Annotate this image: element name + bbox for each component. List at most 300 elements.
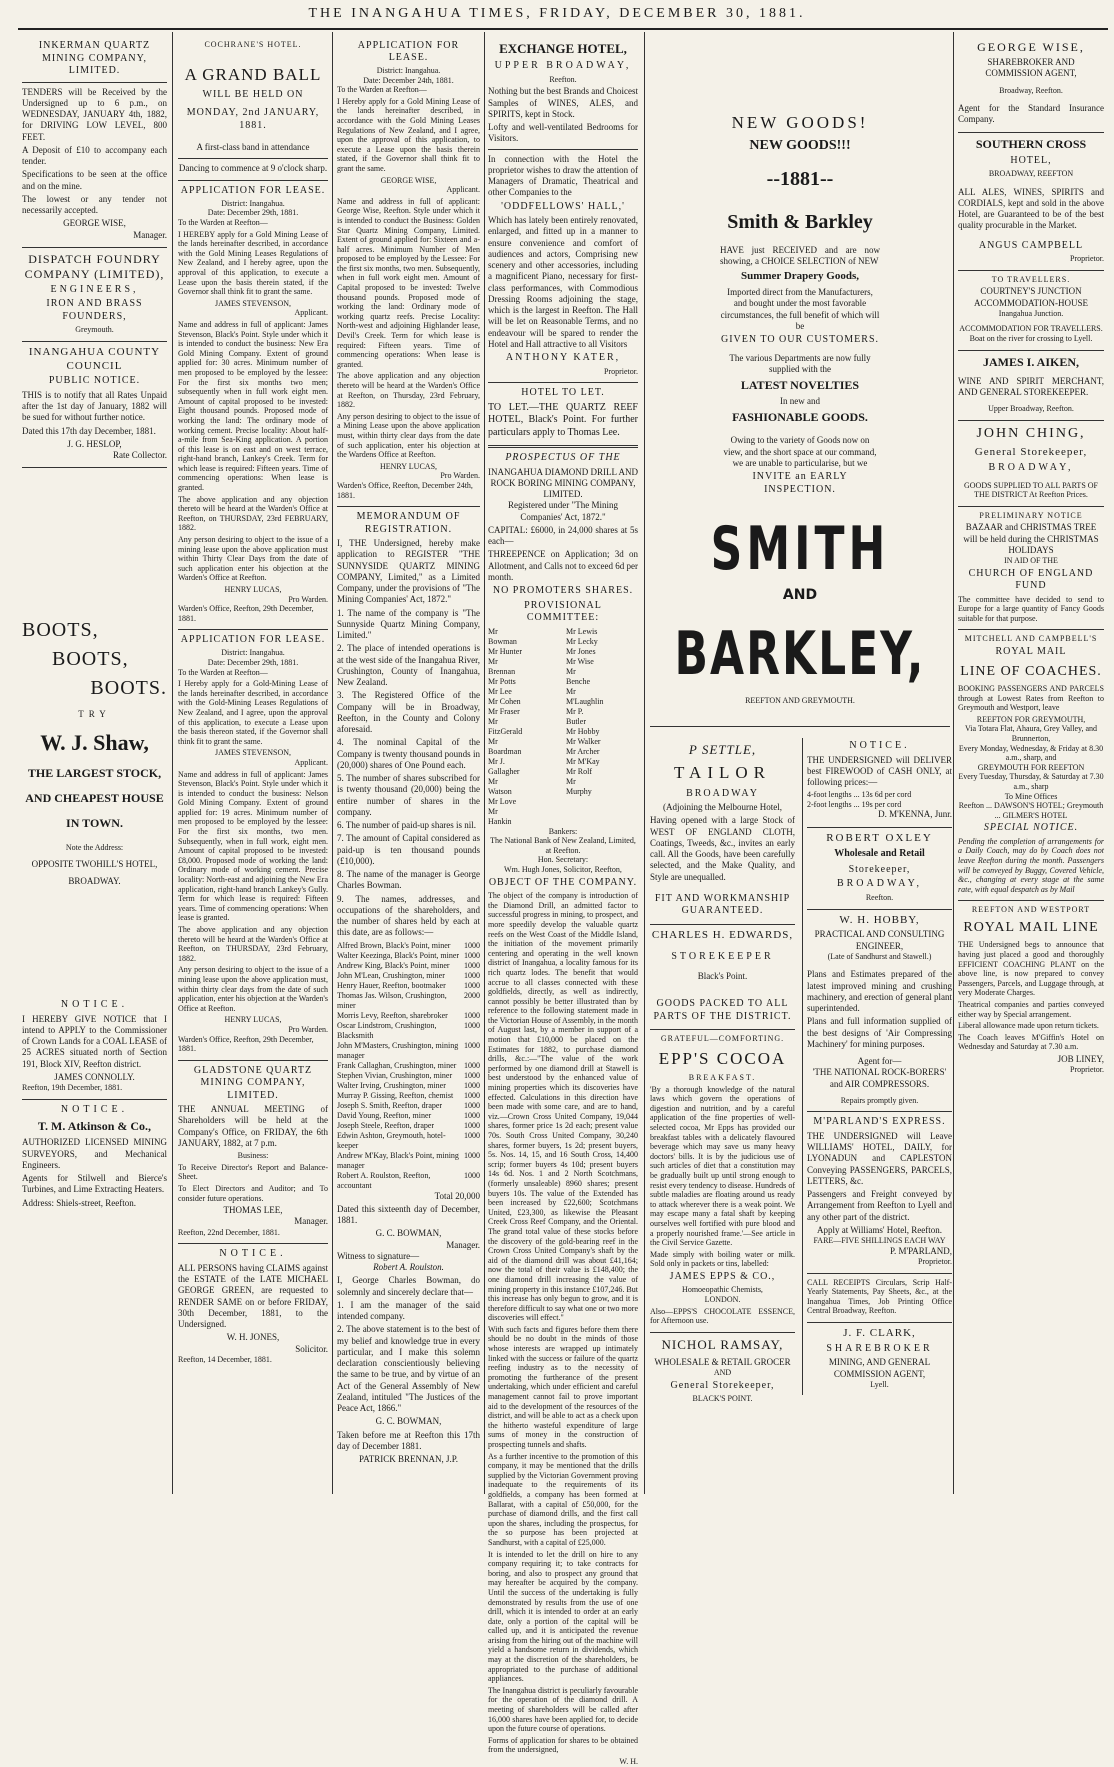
ad-role: SHAREBROKER bbox=[826, 1342, 933, 1354]
ad-name: W. J. Shaw, bbox=[40, 729, 149, 755]
ad-body: HAVE just RECEIVED and are now showing, a CHOICE SELECTION of NEW bbox=[720, 244, 880, 266]
committee-member: Mr Walker bbox=[566, 736, 601, 746]
memo-clause: 7. The amount of Capital considered as paid-up is ten thousand pounds (£10,000). bbox=[337, 833, 480, 866]
ad-title: M'PARLAND'S EXPRESS. bbox=[813, 1116, 946, 1128]
divider bbox=[958, 420, 1104, 421]
ad-role: Storekeeper, bbox=[848, 863, 911, 875]
ad-summer: Summer Drapery Goods, bbox=[740, 270, 860, 283]
ad-place: Black's Point. bbox=[697, 971, 748, 981]
shareholder-row bbox=[337, 971, 480, 981]
shareholder-row bbox=[337, 1131, 480, 1151]
ad-headline: BOOTS, bbox=[52, 648, 129, 671]
ad-title: A GRAND BALL bbox=[184, 64, 322, 84]
ad-body: I HEREBY apply for a Gold Mining Lease of the lands hereinafter described, in accordance with the Gold Mining Leases Regulations of New Zealand, and I hereby agree, upon the approval of this application, to execute a Lease upon the basis therein stated, if the Governor shall think fit to grant the same. bbox=[178, 229, 328, 297]
ad-line: IRON AND BRASS FOUNDERS, bbox=[46, 298, 143, 322]
committee-member: Mr Brennan bbox=[488, 656, 516, 676]
shareholder-shares: 1000 bbox=[464, 1110, 480, 1120]
signer: W. H. bbox=[619, 1757, 638, 1766]
signer-role: Applicant. bbox=[446, 185, 480, 195]
signer: P. M'PARLAND, bbox=[889, 1245, 952, 1256]
ad-fashion: FASHIONABLE GOODS. bbox=[732, 410, 868, 425]
ad-note: Note the Address: bbox=[65, 843, 124, 853]
memo-intro: I, THE Undersigned, hereby make application to REGISTER "THE SUNNYSIDE QUARTZ MINING COMPANY, Limited," as a Limited Company, under the provisions of "The Mining Companies' Act, 1872." bbox=[337, 538, 480, 605]
shareholder-shares: 1000 bbox=[464, 1040, 480, 1050]
ad-body: THE ANNUAL MEETING of Shareholders will be held at the Company's Office, on FRIDAY, the 6th JANUARY, 1882, at 7 p.m. bbox=[178, 1104, 328, 1148]
committee-member: Mr Bowman bbox=[488, 626, 517, 646]
shareholder-row bbox=[337, 1111, 480, 1121]
ad-text: Homoeopathic Chemists, bbox=[682, 1285, 763, 1295]
committee-member: Mr Fraser bbox=[488, 706, 520, 716]
hobby-engineer-ad bbox=[807, 914, 952, 1106]
committee-member: Mr Boardman bbox=[488, 736, 522, 756]
ad-title: NOTICE. bbox=[849, 740, 910, 751]
coal-lease-notice bbox=[22, 999, 167, 1093]
ad-title: APPLICATION FOR LEASE. bbox=[180, 184, 326, 196]
ad-date: Date: December 29th, 1881. bbox=[207, 208, 299, 218]
shareholder-shares: 1000 bbox=[464, 1150, 480, 1160]
bankers-label: Bankers: bbox=[548, 826, 578, 836]
memo-clause: 3. The Registered Office of the Company will be in Broadway, Reefton, in the County and Colony aforesaid. bbox=[337, 690, 480, 735]
john-ching-ad bbox=[958, 425, 1104, 500]
divider bbox=[807, 1111, 952, 1112]
ad-text: Plans and Estimates prepared of the latest improved mining and crushing machinery, and erection of general plant superintended. bbox=[807, 969, 952, 1014]
ad-agent: Agent for— bbox=[857, 1056, 902, 1067]
object-text: It is intended to let the drill on hire to any company requiring it; to take contracts for boring, and also to prospect any ground that may hereafter be acquired by the company. Until the success of the undertaking is fully demonstrated by results from the use of one drill, which it is intended to order at an early date, only a portion of the capital will be called up, and it is anticipated the revenue arising from the hiring out of the machine will yield a handsome return in dividends, which may at the discretion of the shareholders, be appropriated to the purchase of additional appliances. bbox=[488, 1549, 638, 1684]
committee-heading: PROVISIONAL COMMITTEE: bbox=[524, 599, 602, 624]
ad-title: NOTICE. bbox=[60, 999, 129, 1011]
ad-address: Address: Shiels-street, Reefton. bbox=[22, 1197, 136, 1208]
ad-text: LONDON. bbox=[704, 1295, 741, 1305]
column-divider bbox=[172, 32, 173, 1494]
oxley-ad bbox=[807, 832, 952, 903]
committee-member: Mr Potts bbox=[488, 676, 516, 686]
column-3 bbox=[337, 38, 480, 1493]
signer: GEORGE WISE, bbox=[63, 218, 126, 229]
ad-office: Warden's Office, Reefton, December 24th, 1881. bbox=[337, 480, 473, 500]
ad-body: MINING, AND GENERAL COMMISSION AGENT, bbox=[828, 1357, 931, 1379]
shareholder-shares: 1000 bbox=[464, 950, 480, 960]
divider bbox=[178, 158, 328, 159]
column-divider bbox=[332, 32, 333, 1494]
shareholder-shares: 1000 bbox=[464, 1070, 480, 1080]
ad-text: Agent for the Standard Insurance Company. bbox=[958, 103, 1104, 125]
signer-role: Proprietor. bbox=[604, 366, 638, 376]
ad-title: TAILOR bbox=[674, 763, 771, 783]
committee-member: Mr Lee bbox=[488, 686, 512, 696]
ad-name: ROBERT OXLEY bbox=[826, 831, 933, 844]
shareholder-row bbox=[337, 1061, 480, 1071]
lower-left bbox=[650, 738, 795, 1410]
ad-street: BROADWAY, bbox=[836, 878, 923, 890]
warden-role: Pro Warden. bbox=[440, 471, 480, 481]
ad-pending: Pending the completion of arrangements for a Daily Coach, may do by Coach does not leave Reefton during the month. Passengers will be conveyed by Buggy, Covered Vehicle, &c., changing at every stage at the same rate, with equal despatch as by Mail bbox=[958, 836, 1104, 894]
shareholder-name: Stephen Vivian, Crushington, miner bbox=[337, 1070, 453, 1080]
divider bbox=[178, 629, 328, 630]
ad-body: PRACTICAL AND CONSULTING ENGINEER, bbox=[814, 929, 945, 951]
ad-dated: Dated this 17th day December, 1881. bbox=[22, 425, 156, 436]
ad-address: OPPOSITE TWOHILL'S HOTEL, bbox=[31, 858, 158, 869]
divider bbox=[807, 1322, 952, 1323]
committee-member: Mr FitzGerald bbox=[488, 716, 523, 736]
ad-place: Greymouth. bbox=[75, 325, 114, 335]
memo-declare: I, George Charles Bowman, do solemnly and sincerely declare that— bbox=[337, 1275, 480, 1297]
object-text: As a further incentive to the promotion of this company, it may be mentioned that the drills supplied by the Victorian Government proving inadequate to the requirements of its goldfields, a company has been formed at Ballarat, with a capital of £50,000, for the purchase of diamond drills, and the first call upon the shares, including the prospectus, for the so purpose has been projected at Sandhurst, with a capital of £25,000. bbox=[488, 1451, 638, 1547]
aiken-ad bbox=[958, 355, 1104, 414]
registration: Registered under "The Mining Companies' Act, 1872." bbox=[508, 500, 618, 522]
memo-clause: 1. I am the manager of the said intended company. bbox=[337, 1299, 480, 1322]
ad-given: GIVEN TO OUR CUSTOMERS. bbox=[720, 334, 880, 345]
ad-body: BOOKING PASSENGERS AND PARCELS through at Lowest Rates from Reefton to Greymouth and Westport, leave bbox=[958, 684, 1104, 713]
ad-text: Made simply with boiling water or milk. Sold only in packets or tins, labelled: bbox=[650, 1249, 795, 1269]
ad-places: REEFTON AND GREYMOUTH. bbox=[745, 695, 855, 705]
column-6 bbox=[958, 38, 1104, 1493]
shareholder-shares: 1000 bbox=[464, 1120, 480, 1130]
ad-body: ALL ALES, WINES, SPIRITS and CORDIALS, kept and sold in the above Hotel, are Guaranteed to be of the best quality procurable in the Market. bbox=[958, 186, 1104, 231]
ad-route: GREYMOUTH FOR REEFTON bbox=[977, 762, 1085, 772]
divider bbox=[488, 382, 638, 383]
divider bbox=[958, 506, 1104, 507]
shareholder-shares: 1000 bbox=[464, 960, 480, 970]
signer: GEORGE WISE, bbox=[380, 175, 437, 185]
lease-application bbox=[178, 185, 328, 624]
ad-mines: To Mine Offices bbox=[1004, 791, 1058, 801]
divider bbox=[958, 350, 1104, 351]
shareholder-name: Alfred Brown, Black's Point, miner bbox=[337, 940, 451, 950]
signer: ANGUS CAMPBELL bbox=[978, 239, 1084, 251]
shareholder-shares: 1000 bbox=[464, 1090, 480, 1100]
price-row: 4-foot lengths ... 13s 6d per cord bbox=[807, 790, 912, 800]
ad-district: District: Inangahua. bbox=[221, 648, 285, 658]
shareholder-row bbox=[337, 1011, 480, 1021]
ad-item: To Elect Directors and Auditor; and To consider future operations. bbox=[178, 1184, 328, 1203]
bank-name: The National Bank of New Zealand, Limited, at Reefton. bbox=[490, 836, 636, 855]
ad-title: SOUTHERN CROSS bbox=[975, 136, 1087, 151]
committee-right bbox=[566, 627, 638, 827]
memo-clause: 2. The place of intended operations is at the west side of the Inangahua River, Crushington, County of Inangahua, New Zealand. bbox=[337, 643, 480, 688]
top-rule bbox=[18, 28, 1108, 30]
ad-maker: JAMES EPPS & CO., bbox=[669, 1270, 776, 1282]
ad-top: GRATEFUL—COMFORTING. bbox=[660, 1034, 785, 1044]
committee-member: Mr P. Butler bbox=[566, 706, 586, 726]
divider bbox=[22, 467, 167, 468]
shareholder-name: Andrew King, Black's Point, miner bbox=[337, 960, 450, 970]
ad-big-name: SMITH bbox=[710, 515, 890, 584]
ad-body: THIS is to notify that all Rates Unpaid after the 1st day of January, 1882 will be sued for without further notice. bbox=[22, 389, 167, 423]
ad-hotel: COCHRANE'S HOTEL. bbox=[204, 40, 302, 49]
ad-body: COURTNEY'S JUNCTION ACCOMMODATION-HOUSE bbox=[973, 286, 1088, 308]
shareholder-row bbox=[337, 1081, 480, 1091]
ad-body: I HEREBY GIVE NOTICE that I intend to APPLY to the Commissioner of Crown Lands for a COAL LEASE of 25 ACRES situated north of Section 191, Block XIV, Reefton district. bbox=[22, 1013, 167, 1069]
divider bbox=[488, 149, 638, 150]
ad-title: APPLICATION FOR LEASE. bbox=[357, 40, 460, 63]
ad-agents: Reefton ... DAWSON'S HOTEL; Greymouth ... GILMER'S HOTEL bbox=[958, 801, 1104, 820]
shareholder-shares: 1000 bbox=[464, 1080, 480, 1090]
ad-line: WILL BE HELD ON bbox=[202, 88, 304, 100]
lease-application bbox=[178, 634, 328, 1053]
ad-latest: LATEST NOVELTIES bbox=[740, 378, 860, 392]
shareholder-name: Oscar Lindstrom, Crushington, Blacksmith bbox=[337, 1020, 437, 1040]
ad-text: Apply at Williams' Hotel, Reefton. bbox=[816, 1224, 943, 1235]
mitchell-coaches-ad bbox=[958, 634, 1104, 894]
ad-details: Name and address in full of applicant: James Stevenson, Black's Point. Style under which it is intended to conduct the business: New Era Gold Mining Company. Extent of ground applied for: 30 acres. Minimum number of men proposed to be employed by the lessee: For the first six months two men; subsequently when in full work eight men. Amount of capital proposed to be invested: Eight thousand pounds. Proposed mode of working the land: The ordinary mode of working cement. Precise locality: About half-a-mile from Sea-King application. A portion of this lease is on east and on west terrace, right-hand branch, Lankey's Creek. Term for which lease is required: Fifteen years. Time of commencing operations: When lease is granted. bbox=[178, 319, 328, 493]
firewood-notice bbox=[807, 740, 952, 821]
ad-line: AND CHEAPEST HOUSE bbox=[25, 791, 164, 806]
ad-text: Also—EPPS'S CHOCOLATE ESSENCE, for Afternoon use. bbox=[650, 1306, 795, 1326]
signer: THOMAS LEE, bbox=[223, 1205, 283, 1216]
ad-line: ENGINEERS, bbox=[50, 283, 139, 295]
epps-cocoa-ad bbox=[650, 1034, 795, 1326]
memo-clause: 9. The names, addresses, and occupations of the shareholders, and the number of shares held by each at this date, are as follows:— bbox=[337, 893, 480, 938]
committee-member: Mr Archer bbox=[566, 746, 600, 756]
committee-member: Mr Murphy bbox=[566, 776, 592, 796]
ad-body: Having opened with a large Stock of WEST OF ENGLAND CLOTH, Coatings, Tweeds, &c., invites an early call. All the Goods, have been carefully selected, and the Make Quality, and Style are unequalled. bbox=[650, 815, 795, 882]
ad-text: Lofty and well-ventilated Bedrooms for Visitors. bbox=[488, 122, 638, 144]
divider bbox=[807, 827, 952, 828]
ad-district: District: Inangahua. bbox=[376, 66, 441, 75]
ad-office: Warden's Office, Reefton, 29th December, 1881. bbox=[178, 604, 314, 623]
ad-name: J. F. CLARK, bbox=[843, 1327, 916, 1340]
ad-text: IN AID OF THE bbox=[1004, 556, 1058, 566]
ad-church: CHURCH OF ENGLAND FUND bbox=[968, 567, 1094, 592]
ad-name: T. M. Atkinson & Co., bbox=[37, 1119, 152, 1134]
ad-to: To the Warden at Reefton— bbox=[337, 85, 427, 95]
ramsay-ad bbox=[650, 1337, 795, 1404]
payment-terms: THREEPENCE on Application; 3d on Allotment, and Calls not to exceed 6d per month. bbox=[488, 549, 638, 582]
ad-body: SHAREBROKER AND COMMISSION AGENT, bbox=[985, 57, 1077, 79]
shareholder-shares: 1000 bbox=[464, 1130, 480, 1140]
shareholder-shares: 1000 bbox=[464, 1060, 480, 1070]
ad-subtitle: UPPER BROADWAY, bbox=[494, 60, 632, 72]
ad-role: Wholesale and Retail bbox=[834, 848, 925, 860]
ad-text: The Coach leaves M'Giffin's Hotel on Wednesday and Saturday at 7.30 a.m. bbox=[958, 1032, 1104, 1052]
southern-cross-ad bbox=[958, 137, 1104, 264]
memo-clause: 8. The name of the manager is George Charles Bowman. bbox=[337, 869, 480, 891]
smith-barkley-ad bbox=[650, 38, 950, 738]
george-wise-ad bbox=[958, 40, 1104, 126]
ad-place: BLACK'S POINT. bbox=[692, 1394, 753, 1404]
ad-name: JAMES I. AIKEN, bbox=[982, 354, 1080, 369]
ad-details: Name and address in full of applicant: James Stevenson, Black's Point. Style under which it is intended to conduct the business: Nelson Gold Mining Company. Extent of ground applied for: 19 acres. Minimum number of men proposed to be employed by the lessee: For the first six months, two men. Subsequently, when in full work, eight men. Amount of capital proposed to be invested: £8,000. Proposed mode of working the land: Ordinary mode of working cement. Precise locality: North-east and adjoining the New Era application, right-hand branch Lankey's Gully. Term for which lease is required: Fifteen years. Time of commencing operations: When lease is granted. bbox=[178, 769, 328, 923]
divider bbox=[958, 270, 1104, 271]
signer: D. M'KENNA, Junr. bbox=[878, 809, 952, 820]
ad-place: Broadway, Reefton. bbox=[999, 85, 1063, 95]
ad-name: JOHN CHING, bbox=[976, 425, 1086, 441]
ad-objection: Any person desiring to object to the issue of a Mining Lease upon the above application must, within thirty clear days from the date of such application, enter his objection at the Wardens Office at Reefton. bbox=[337, 411, 480, 460]
witness-name: Robert A. Roulston. bbox=[373, 1262, 444, 1273]
ad-title: LINE OF COACHES. bbox=[960, 663, 1102, 679]
ad-street: BROADWAY bbox=[686, 787, 759, 799]
lower-ads bbox=[650, 738, 950, 1508]
signer-role: Applicant. bbox=[294, 308, 328, 318]
ad-text: Theatrical companies and parties conveyed either way by Special arrangement. bbox=[958, 1000, 1104, 1019]
ad-and: AND bbox=[782, 587, 818, 603]
ad-text: A first-class band in attendance bbox=[196, 142, 310, 153]
shareholder-shares: 2000 bbox=[464, 990, 480, 1000]
ad-year: --1881-- bbox=[766, 167, 834, 190]
westport-mail-ad bbox=[958, 905, 1104, 1074]
ad-text: Repairs promptly given. bbox=[840, 1095, 919, 1105]
ad-place: Inangahua Junction. bbox=[998, 308, 1064, 318]
ad-role: STOREKEEPER bbox=[671, 950, 774, 962]
signer: JAMES CONNOLLY. bbox=[54, 1071, 135, 1082]
ad-title: PRELIMINARY NOTICE bbox=[979, 510, 1083, 520]
ad-copy bbox=[650, 245, 950, 496]
ad-goods: GOODS SUPPLIED TO ALL PARTS OF THE DISTRICT At Reefton Prices. bbox=[964, 480, 1098, 500]
shareholder-name: Walter Keezinga, Black's Point, miner bbox=[337, 950, 460, 960]
divider bbox=[650, 1029, 795, 1030]
ad-firm: Smith & Barkley bbox=[727, 210, 873, 233]
shareholder-name: Morris Levy, Reefton, sharebroker bbox=[337, 1010, 448, 1020]
memo-clause: 2. The above statement is to the best of my belief and knowledge true in every particular, and I make this solemn declaration conscientiously believing the same to be true, and by virtue of an Act of the General Assembly of New Zealand, intituled "The Justices of the Peace Act, 1866." bbox=[337, 1324, 480, 1414]
signer: J. G. HESLOP, bbox=[67, 438, 122, 449]
committee-member: Mr Cohen bbox=[488, 696, 521, 706]
ad-objection: Any person desiring to object to the issue of a mining lease upon the above application must within Thirty Clear Days from the date of such application enter his objection at the Warden's Office at Reefton. bbox=[178, 535, 328, 583]
ad-body: TENDERS will be Received by the Undersigned up to 6 p.m., on WEDNESDAY, JANUARY 4th, 1882, for DRIVING LOW LEVEL, 800 FEET. bbox=[22, 86, 167, 142]
ad-place: Upper Broadway, Reefton. bbox=[988, 404, 1074, 414]
ad-body: CALL RECEIPTS Circulars, Scrip Half-Yearly Statements, Pay Sheets, &c., at the Inangahua Times, Job Printing Office Central Broadway, Reefton. bbox=[807, 1277, 952, 1316]
shareholder-row bbox=[337, 1071, 480, 1081]
shareholder-shares: 1000 bbox=[464, 1170, 480, 1180]
edwards-ad bbox=[650, 929, 795, 1024]
ad-text: Boat on the river for crossing to Lyell. bbox=[969, 334, 1093, 344]
forms-text: Forms of application for shares to be obtained from the undersigned, bbox=[488, 1735, 638, 1755]
column-divider bbox=[484, 32, 485, 1494]
memo-total: Total 20,000 bbox=[434, 1190, 480, 1201]
shareholder-name: Robert A. Roulston, Reefton, accountant bbox=[337, 1170, 431, 1190]
committee-member: Mr Hobby bbox=[566, 726, 600, 736]
ad-title: DISPATCH FOUNDRY COMPANY (LIMITED), bbox=[24, 251, 165, 281]
signer-role: Applicant. bbox=[294, 757, 328, 767]
ad-text: Which has lately been entirely renovated, enlarged, and fitted up in a manner to ensure convenience and comfort of audiences and actors, Comprising new scenery and other accessories, including a magnificent Piano, necessary for first-class performances, with Commodious Dressing Rooms adjoining the stage, which is the largest in Reefton. The Hall will be let on Reasonable Terms, and no endeavour will be spared to render the Hotel and Hall attractive to all Visitors bbox=[488, 215, 638, 349]
ad-title: EXCHANGE HOTEL, bbox=[499, 41, 627, 56]
ad-title: INANGAHUA COUNTY COUNCIL bbox=[28, 345, 161, 372]
ad-text: Agents for Stilwell and Bierce's Turbines, and Lime Extracting Heaters. bbox=[22, 1173, 167, 1195]
ad-to: To the Warden at Reefton— bbox=[178, 218, 268, 228]
object-text: The Inangahua district is peculiarly favourable for the operation of the diamond drill. A meeting of shareholders will be called after 16,000 shares have been applied for, to decide upon the future course of operations. bbox=[488, 1685, 638, 1734]
ad-top: MITCHELL AND CAMPBELL'S bbox=[964, 634, 1098, 644]
object-text: With such facts and figures before them there should be no doubt in the minds of those whose interests are wrapped up intimately linked with the success or failure of the quartz reefing industry as to the necessity of promoting the furtherance of the present undertaking, which under efficient and careful management cannot fail to prove important aid to the development of the resources of the district, and will be able to act as a check upon the hitherto wasteful expenditure of large sums of money in the construction of prospecting tunnels and shafts. bbox=[488, 1324, 638, 1449]
witness-label: Witness to signature— bbox=[337, 1250, 420, 1261]
ad-body: TO LET.—THE QUARTZ REEF HOTEL, Black's Point. For further particulars apply to Thomas Lee. bbox=[488, 401, 638, 438]
ad-headline: BOOTS, bbox=[22, 619, 99, 642]
ad-subtitle: ROYAL MAIL LINE bbox=[963, 919, 1099, 935]
divider bbox=[958, 132, 1104, 133]
committee-left bbox=[488, 627, 560, 827]
ad-body: WHOLESALE & RETAIL GROCER bbox=[654, 1357, 791, 1368]
ad-name: W. H. HOBBY, bbox=[839, 913, 920, 926]
ad-subtitle: BREAKFAST. bbox=[688, 1073, 757, 1083]
column-divider bbox=[644, 32, 645, 1494]
ad-district: District: Inangahua. bbox=[221, 198, 285, 208]
ad-headline: BOOTS. bbox=[90, 677, 167, 700]
divider bbox=[22, 82, 167, 83]
ad-text: Dancing to commence at 9 o'clock sharp. bbox=[178, 162, 328, 173]
ad-hearing: The above application and any objection thereto will be heard at the Warden's Office at Reefton, on THURSDAY, 23rd FEBRUARY, 1882. bbox=[178, 494, 328, 533]
ad-body: I Hereby apply for a Gold Mining Lease of the lands hereinafter described, in accordance with the Gold Mining Leases Regulations of New Zealand, and I agree, upon the approval of this application, to execute a Lease upon the basis therein stated, if the Governor shall think fit to grant the same. bbox=[337, 96, 480, 173]
ad-title: INKERMAN QUARTZ MINING COMPANY, LIMITED. bbox=[38, 40, 151, 76]
committee-member: Mr J. Gallagher bbox=[488, 756, 520, 776]
ad-times: Every Monday, Wednesday, & Friday at 8.30 a.m., sharp, and bbox=[958, 743, 1104, 763]
warden-role: Pro Warden. bbox=[288, 1024, 328, 1034]
secretary-label: Hon. Secretary: bbox=[537, 855, 589, 865]
boots-ad bbox=[22, 618, 167, 887]
ad-text: Owing to the variety of Goods now on view, and the short space at our command, we are unable to particularise, but we bbox=[723, 435, 877, 468]
committee-member: Mr Lewis bbox=[566, 626, 598, 636]
divider bbox=[807, 909, 952, 910]
divider bbox=[958, 900, 1104, 901]
shareholder-name: David Young, Reefton, miner bbox=[337, 1110, 432, 1120]
ad-body: Imported direct from the Manufacturers, and bought under the most favorable circumstances, the full benefit of which will be bbox=[720, 287, 880, 331]
warden: HENRY LUCAS, bbox=[224, 1015, 282, 1025]
lease-application bbox=[337, 40, 480, 500]
divider bbox=[178, 180, 328, 181]
justice: PATRICK BRENNAN, J.P. bbox=[359, 1454, 458, 1465]
ad-address: BROADWAY. bbox=[68, 875, 121, 886]
committee-member: Mr Hankin bbox=[488, 806, 512, 826]
memo-dated: Dated this sixteenth day of December, 1881. bbox=[337, 1203, 480, 1226]
signer: JOB LINEY, bbox=[1057, 1054, 1104, 1064]
ad-item: To Receive Director's Report and Balance-Sheet. bbox=[178, 1162, 328, 1182]
ad-fare: FARE—FIVE SHILLINGS EACH WAY bbox=[813, 1236, 946, 1246]
ad-title: MEMORANDUM OF REGISTRATION. bbox=[356, 511, 461, 535]
ad-text: In connection with the Hotel the proprietor wishes to draw the attention of Managers of Dramatic, Theatrical and other Companies to the bbox=[488, 153, 638, 198]
ad-body: WINE AND SPIRIT MERCHANT, AND GENERAL STOREKEEPER. bbox=[958, 375, 1104, 397]
signer: JAMES STEVENSON, bbox=[214, 748, 291, 758]
ad-line: THE LARGEST STOCK, bbox=[27, 766, 162, 781]
shareholder-list bbox=[337, 941, 480, 1191]
secretary-name: Wm. Hugh Jones, Solicitor, Reefton, bbox=[504, 865, 622, 875]
ad-place: BROADWAY, REEFTON bbox=[988, 169, 1074, 179]
committee-member: Mr Hunter bbox=[488, 646, 522, 656]
shareholder-name: Frank Callaghan, Crushington, miner bbox=[337, 1060, 457, 1070]
warden: HENRY LUCAS, bbox=[379, 461, 438, 471]
signer: ANTHONY KATER, bbox=[505, 352, 621, 364]
column-divider bbox=[953, 32, 954, 1494]
ad-hearing: The above application and any objection thereto will be heard at the Warden's Office at Reefton, on THURSDAY, 23rd February, 1882. bbox=[178, 925, 328, 963]
signer-role: Proprietor. bbox=[918, 1257, 952, 1267]
capital: CAPITAL: £6000, in 24,000 shares at 5s each— bbox=[488, 524, 638, 547]
committee-member: Mr Benche bbox=[566, 666, 590, 686]
committee-member: Mr Lecky bbox=[566, 636, 598, 646]
clark-ad bbox=[807, 1327, 952, 1389]
ad-via: Via Totara Flat, Ahaura, Grey Valley, and Brunnerton, bbox=[964, 724, 1098, 743]
memo-clause: 1. The name of the company is "The Sunnyside Quartz Mining Company, Limited." bbox=[337, 607, 480, 641]
divider bbox=[958, 629, 1104, 630]
ad-line: TRY bbox=[78, 709, 111, 720]
ad-street: BROADWAY, bbox=[988, 462, 1074, 473]
ad-date: Date: December 24th, 1881. bbox=[363, 75, 454, 85]
divider bbox=[178, 1060, 328, 1061]
ad-text: ACCOMMODATION FOR TRAVELLERS. bbox=[959, 324, 1103, 334]
signer: G. C. BOWMAN, bbox=[375, 1228, 442, 1239]
ad-dated: Reefton, 22nd December, 1881. bbox=[178, 1227, 280, 1237]
shareholder-name: Henry Hauer, Reefton, bootmaker bbox=[337, 980, 446, 990]
ad-details: Name and address in full of applicant: George Wise, Reefton. Style under which it is intended to conduct the Business: Golden Star Quartz Mining Company, Limited. Extent of ground applied for: Sixteen and a-half acres. Minimum Number of Men proposed to be employed by the Lessee: For the first six months, two men. Subsequently, when in full work eight men. Amount of Capital proposed to be invested: Twelve thousand pounds. Proposed mode of working the land: Ordinary mode of working quartz reefs. Precise Locality: North-west and adjoining Highlander lease, Devil's Creek. Term for which lease is required: Fifteen years. Time of commencing operations: When lease is granted. bbox=[337, 196, 480, 369]
ad-times: Every Tuesday, Thursday, & Saturday at 7.30 a.m., sharp bbox=[958, 772, 1104, 791]
shareholder-name: Edwin Ashton, Greymouth, hotel-keeper bbox=[337, 1130, 446, 1150]
divider bbox=[650, 726, 950, 727]
ad-title: HOTEL TO LET. bbox=[521, 387, 605, 399]
divider bbox=[807, 1273, 952, 1274]
ad-body: AUTHORIZED LICENSED MINING SURVEYORS, and Mechanical Engineers. bbox=[22, 1137, 167, 1170]
signer: JAMES STEVENSON, bbox=[214, 298, 291, 308]
ad-fit: FIT AND WORKMANSHIP GUARANTEED. bbox=[654, 892, 791, 917]
bazaar-notice bbox=[958, 511, 1104, 624]
shareholder-row bbox=[337, 941, 480, 951]
signer-role: Proprietor. bbox=[1070, 254, 1104, 264]
column-2 bbox=[178, 38, 328, 1493]
committee-member: Mr Watson bbox=[488, 776, 512, 796]
